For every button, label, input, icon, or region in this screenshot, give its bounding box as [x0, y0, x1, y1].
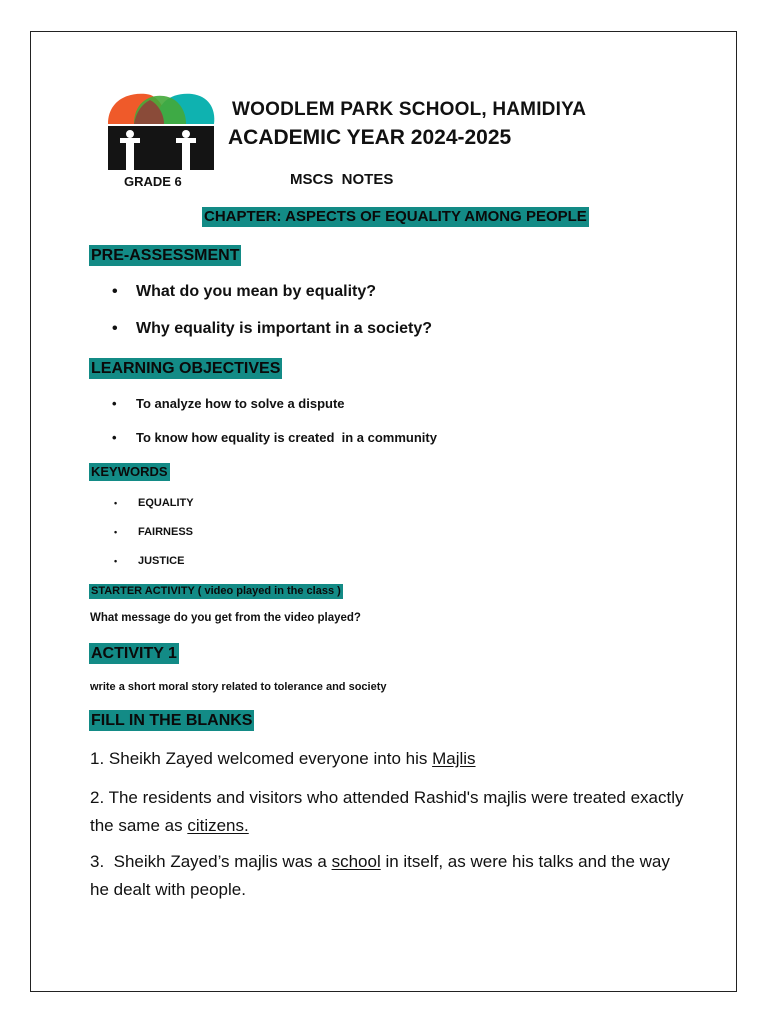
list-item: • To know how equality is created in a community [112, 430, 437, 464]
chapter-title: CHAPTER: ASPECTS OF EQUALITY AMONG PEOPLE [204, 208, 587, 225]
keywords-heading: KEYWORDS [91, 464, 168, 479]
list-item: • JUSTICE [114, 555, 194, 584]
school-logo [106, 88, 216, 172]
keywords-list [114, 497, 194, 584]
fill-blanks-heading: FILL IN THE BLANKS [89, 710, 254, 731]
school-logo-icon [106, 88, 216, 172]
fill-text: 1. Sheikh Zayed welcomed everyone into his [90, 749, 433, 768]
subject-label: MSCS NOTES [290, 171, 394, 188]
school-name: WOODLEM PARK SCHOOL, HAMIDIYA [232, 99, 587, 120]
list-item: • To analyze how to solve a dispute [112, 396, 437, 430]
fill-answer: Majlis [432, 749, 476, 768]
activity1-heading: ACTIVITY 1 [89, 643, 179, 664]
fill-answer: citizens. [187, 816, 249, 835]
grade-label: GRADE 6 [124, 174, 182, 189]
fill-blank-item-1 [90, 745, 690, 773]
pre-assessment-list [112, 283, 432, 357]
list-item: • Why equality is important in a society? [112, 320, 432, 357]
fill-blank-item-2 [90, 784, 690, 840]
learning-objectives-list [112, 396, 437, 464]
fill-blank-item-3 [90, 848, 690, 904]
fill-answer: school [331, 852, 381, 871]
starter-activity-question: What message do you get from the video played? [90, 612, 361, 624]
starter-activity-heading: STARTER ACTIVITY ( video played in the class ) [89, 584, 343, 599]
fill-text: 3. Sheikh Zayed’s majlis was a [90, 852, 332, 871]
activity1-text: write a short moral story related to tolerance and society [90, 681, 387, 693]
academic-year: ACADEMIC YEAR 2024-2025 [228, 126, 512, 149]
fill-text: 2. The residents and visitors who attended Rashid's majlis were treated exactly the same as [90, 788, 684, 835]
list-item: • EQUALITY [114, 497, 194, 526]
list-item: • What do you mean by equality? [112, 283, 432, 320]
fill-text: in itself, as were his talks and the way he dealt with people. [90, 852, 675, 899]
pre-assessment-heading: PRE-ASSESSMENT [89, 245, 241, 266]
list-item: • FAIRNESS [114, 526, 194, 555]
learning-objectives-heading: LEARNING OBJECTIVES [89, 358, 282, 379]
